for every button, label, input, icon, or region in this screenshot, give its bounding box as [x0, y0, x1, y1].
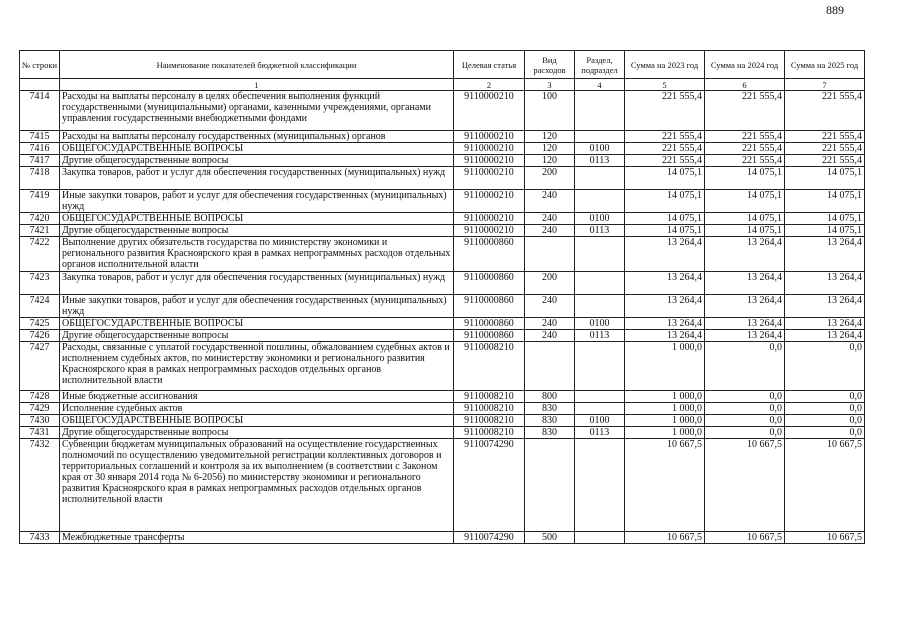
header-name: Наименование показателей бюджетной классификации [60, 51, 454, 79]
row-sum-2024: 14 075,1 [705, 213, 785, 225]
row-sum-2025: 10 667,5 [785, 439, 865, 532]
row-expense-type: 240 [525, 318, 575, 330]
row-sum-2023: 13 264,4 [625, 237, 705, 272]
row-sum-2024: 221 555,4 [705, 143, 785, 155]
row-section: 0100 [575, 318, 625, 330]
row-sum-2023: 14 075,1 [625, 190, 705, 213]
row-section [575, 190, 625, 213]
row-name: Иные закупки товаров, работ и услуг для обеспечения государственных (муниципальных) нужд [60, 295, 454, 318]
row-sum-2025: 14 075,1 [785, 225, 865, 237]
table-row [20, 131, 865, 143]
table-row [20, 415, 865, 427]
row-sum-2023: 13 264,4 [625, 295, 705, 318]
row-sum-2024: 13 264,4 [705, 272, 785, 295]
column-index-row [20, 79, 865, 91]
column-index: 1 [60, 79, 454, 91]
row-target-code: 9110000210 [454, 190, 525, 213]
row-number: 7422 [20, 237, 60, 272]
row-section: 0113 [575, 225, 625, 237]
page-number: 889 [826, 3, 844, 17]
row-sum-2025: 13 264,4 [785, 330, 865, 342]
column-index: 5 [625, 79, 705, 91]
row-expense-type [525, 439, 575, 532]
row-section: 0113 [575, 427, 625, 439]
header-code: Целевая статья [454, 51, 525, 79]
row-target-code: 9110008210 [454, 342, 525, 391]
row-expense-type: 120 [525, 143, 575, 155]
row-expense-type: 500 [525, 532, 575, 544]
row-sum-2025: 14 075,1 [785, 190, 865, 213]
row-target-code: 9110074290 [454, 532, 525, 544]
row-sum-2024: 14 075,1 [705, 190, 785, 213]
row-sum-2025: 0,0 [785, 403, 865, 415]
row-section [575, 439, 625, 532]
table-row [20, 213, 865, 225]
row-target-code: 9110000210 [454, 225, 525, 237]
row-sum-2024: 0,0 [705, 403, 785, 415]
row-section [575, 237, 625, 272]
row-sum-2024: 13 264,4 [705, 295, 785, 318]
row-sum-2023: 10 667,5 [625, 532, 705, 544]
row-sum-2025: 13 264,4 [785, 237, 865, 272]
row-number: 7433 [20, 532, 60, 544]
row-sum-2024: 0,0 [705, 415, 785, 427]
row-sum-2025: 13 264,4 [785, 295, 865, 318]
row-name: Иные закупки товаров, работ и услуг для обеспечения государственных (муниципальных) нужд [60, 190, 454, 213]
row-section [575, 131, 625, 143]
row-name: Субвенции бюджетам муниципальных образований на осуществление государственных полномочий по осуществлению уведомительной регистрации коллективных договоров и территориальных соглашений и контроля за их выполнением (в соответствии с Законом края от 30 января 2014 года № 6-2056) по министерству экономики и регионального развития Красноярского края в рамках непрограммных расходов отдельных органов исполнительной власти [60, 439, 454, 532]
column-index: 2 [454, 79, 525, 91]
row-name: Межбюджетные трансферты [60, 532, 454, 544]
header-row [20, 51, 865, 79]
table-row [20, 427, 865, 439]
row-name: ОБЩЕГОСУДАРСТВЕННЫЕ ВОПРОСЫ [60, 318, 454, 330]
row-section: 0100 [575, 213, 625, 225]
column-index: 7 [785, 79, 865, 91]
row-expense-type: 830 [525, 427, 575, 439]
row-sum-2023: 13 264,4 [625, 272, 705, 295]
header-sum-2024: Сумма на 2024 год [705, 51, 785, 79]
row-expense-type: 240 [525, 330, 575, 342]
row-sum-2025: 0,0 [785, 391, 865, 403]
column-index-empty [20, 79, 60, 91]
row-sum-2023: 221 555,4 [625, 155, 705, 167]
row-expense-type: 100 [525, 91, 575, 131]
row-sum-2025: 221 555,4 [785, 91, 865, 131]
row-number: 7414 [20, 91, 60, 131]
row-sum-2023: 221 555,4 [625, 131, 705, 143]
row-sum-2023: 14 075,1 [625, 167, 705, 190]
row-section [575, 272, 625, 295]
row-sum-2023: 1 000,0 [625, 415, 705, 427]
row-section [575, 295, 625, 318]
row-number: 7428 [20, 391, 60, 403]
table-body [20, 91, 865, 544]
row-section [575, 91, 625, 131]
row-sum-2025: 14 075,1 [785, 167, 865, 190]
row-sum-2023: 1 000,0 [625, 427, 705, 439]
row-target-code: 9110000210 [454, 213, 525, 225]
row-name: ОБЩЕГОСУДАРСТВЕННЫЕ ВОПРОСЫ [60, 143, 454, 155]
table-row [20, 225, 865, 237]
table-row [20, 295, 865, 318]
row-sum-2024: 14 075,1 [705, 225, 785, 237]
row-sum-2023: 221 555,4 [625, 143, 705, 155]
row-name: Закупка товаров, работ и услуг для обеспечения государственных (муниципальных) нужд [60, 167, 454, 190]
row-section: 0100 [575, 415, 625, 427]
row-name: Иные бюджетные ассигнования [60, 391, 454, 403]
row-sum-2025: 221 555,4 [785, 143, 865, 155]
row-expense-type: 800 [525, 391, 575, 403]
header-num: № строки [20, 51, 60, 79]
row-name: Другие общегосударственные вопросы [60, 330, 454, 342]
row-target-code: 9110008210 [454, 427, 525, 439]
header-sum-2025: Сумма на 2025 год [785, 51, 865, 79]
row-sum-2025: 0,0 [785, 415, 865, 427]
row-sum-2024: 10 667,5 [705, 439, 785, 532]
row-name: Другие общегосударственные вопросы [60, 427, 454, 439]
row-expense-type: 240 [525, 225, 575, 237]
row-target-code: 9110000210 [454, 143, 525, 155]
row-sum-2023: 14 075,1 [625, 225, 705, 237]
row-target-code: 9110008210 [454, 391, 525, 403]
table-row [20, 330, 865, 342]
table-row [20, 143, 865, 155]
row-sum-2025: 13 264,4 [785, 318, 865, 330]
header-sum-2023: Сумма на 2023 год [625, 51, 705, 79]
row-number: 7429 [20, 403, 60, 415]
row-sum-2024: 221 555,4 [705, 91, 785, 131]
row-target-code: 9110000860 [454, 295, 525, 318]
row-number: 7426 [20, 330, 60, 342]
row-target-code: 9110000860 [454, 272, 525, 295]
row-number: 7424 [20, 295, 60, 318]
row-target-code: 9110000210 [454, 155, 525, 167]
row-number: 7417 [20, 155, 60, 167]
row-section [575, 342, 625, 391]
row-number: 7420 [20, 213, 60, 225]
row-target-code: 9110074290 [454, 439, 525, 532]
row-sum-2025: 10 667,5 [785, 532, 865, 544]
row-section [575, 167, 625, 190]
row-section: 0100 [575, 143, 625, 155]
row-sum-2023: 13 264,4 [625, 318, 705, 330]
row-target-code: 9110000210 [454, 91, 525, 131]
row-target-code: 9110000860 [454, 318, 525, 330]
row-sum-2023: 221 555,4 [625, 91, 705, 131]
row-number: 7418 [20, 167, 60, 190]
row-number: 7425 [20, 318, 60, 330]
row-number: 7427 [20, 342, 60, 391]
table-row [20, 237, 865, 272]
row-section [575, 391, 625, 403]
row-number: 7423 [20, 272, 60, 295]
row-expense-type: 120 [525, 131, 575, 143]
row-section [575, 532, 625, 544]
row-sum-2023: 1 000,0 [625, 391, 705, 403]
row-name: Другие общегосударственные вопросы [60, 225, 454, 237]
table-row [20, 403, 865, 415]
row-expense-type: 240 [525, 190, 575, 213]
row-target-code: 9110008210 [454, 415, 525, 427]
row-number: 7419 [20, 190, 60, 213]
row-sum-2025: 0,0 [785, 427, 865, 439]
row-sum-2024: 221 555,4 [705, 131, 785, 143]
row-section [575, 403, 625, 415]
row-sum-2023: 14 075,1 [625, 213, 705, 225]
row-sum-2024: 13 264,4 [705, 318, 785, 330]
row-target-code: 9110008210 [454, 403, 525, 415]
column-index: 6 [705, 79, 785, 91]
row-sum-2024: 10 667,5 [705, 532, 785, 544]
row-number: 7421 [20, 225, 60, 237]
row-number: 7431 [20, 427, 60, 439]
row-name: Расходы, связанные с уплатой государственной пошлины, обжалованием судебных актов и исполнением судебных актов, по министерству экономики и регионального развития Красноярского края в рамках непрограммных расходов отдельных органов исполнительной власти [60, 342, 454, 391]
row-target-code: 9110000210 [454, 167, 525, 190]
row-number: 7430 [20, 415, 60, 427]
row-sum-2025: 221 555,4 [785, 155, 865, 167]
row-name: Исполнение судебных актов [60, 403, 454, 415]
table-row [20, 272, 865, 295]
row-expense-type: 200 [525, 167, 575, 190]
row-expense-type [525, 237, 575, 272]
row-name: Выполнение других обязательств государства по министерству экономики и регионального развития Красноярского края в рамках непрограммных расходов отдельных органов исполнительной власти [60, 237, 454, 272]
row-expense-type: 830 [525, 403, 575, 415]
row-sum-2024: 13 264,4 [705, 237, 785, 272]
row-target-code: 9110000860 [454, 330, 525, 342]
row-sum-2023: 1 000,0 [625, 403, 705, 415]
column-index: 3 [525, 79, 575, 91]
table-row [20, 167, 865, 190]
row-section: 0113 [575, 330, 625, 342]
table-row [20, 439, 865, 532]
table-row [20, 532, 865, 544]
header-vid: Вид расходов [525, 51, 575, 79]
table-row [20, 318, 865, 330]
table-row [20, 342, 865, 391]
row-sum-2025: 14 075,1 [785, 213, 865, 225]
row-number: 7432 [20, 439, 60, 532]
row-sum-2024: 221 555,4 [705, 155, 785, 167]
row-number: 7416 [20, 143, 60, 155]
row-expense-type: 240 [525, 295, 575, 318]
header-razd: Раздел, подраздел [575, 51, 625, 79]
row-name: Другие общегосударственные вопросы [60, 155, 454, 167]
row-name: Закупка товаров, работ и услуг для обеспечения государственных (муниципальных) нужд [60, 272, 454, 295]
row-sum-2023: 13 264,4 [625, 330, 705, 342]
row-sum-2024: 0,0 [705, 427, 785, 439]
row-section: 0113 [575, 155, 625, 167]
column-index: 4 [575, 79, 625, 91]
row-expense-type [525, 342, 575, 391]
row-expense-type: 240 [525, 213, 575, 225]
row-sum-2025: 13 264,4 [785, 272, 865, 295]
row-name: Расходы на выплаты персоналу в целях обеспечения выполнения функций государственными (муниципальными) органами, казенными учреждениями, органами управления государственными внебюджетными фондами [60, 91, 454, 131]
row-sum-2024: 0,0 [705, 391, 785, 403]
row-name: Расходы на выплаты персоналу государственных (муниципальных) органов [60, 131, 454, 143]
row-sum-2023: 1 000,0 [625, 342, 705, 391]
row-name: ОБЩЕГОСУДАРСТВЕННЫЕ ВОПРОСЫ [60, 213, 454, 225]
table-row [20, 190, 865, 213]
row-number: 7415 [20, 131, 60, 143]
table-row [20, 155, 865, 167]
table-row [20, 391, 865, 403]
row-sum-2024: 14 075,1 [705, 167, 785, 190]
row-target-code: 9110000210 [454, 131, 525, 143]
row-name: ОБЩЕГОСУДАРСТВЕННЫЕ ВОПРОСЫ [60, 415, 454, 427]
row-target-code: 9110000860 [454, 237, 525, 272]
table-row [20, 91, 865, 131]
row-expense-type: 200 [525, 272, 575, 295]
row-sum-2024: 0,0 [705, 342, 785, 391]
row-expense-type: 120 [525, 155, 575, 167]
row-sum-2025: 0,0 [785, 342, 865, 391]
row-expense-type: 830 [525, 415, 575, 427]
row-sum-2023: 10 667,5 [625, 439, 705, 532]
budget-table [19, 50, 865, 544]
row-sum-2025: 221 555,4 [785, 131, 865, 143]
row-sum-2024: 13 264,4 [705, 330, 785, 342]
